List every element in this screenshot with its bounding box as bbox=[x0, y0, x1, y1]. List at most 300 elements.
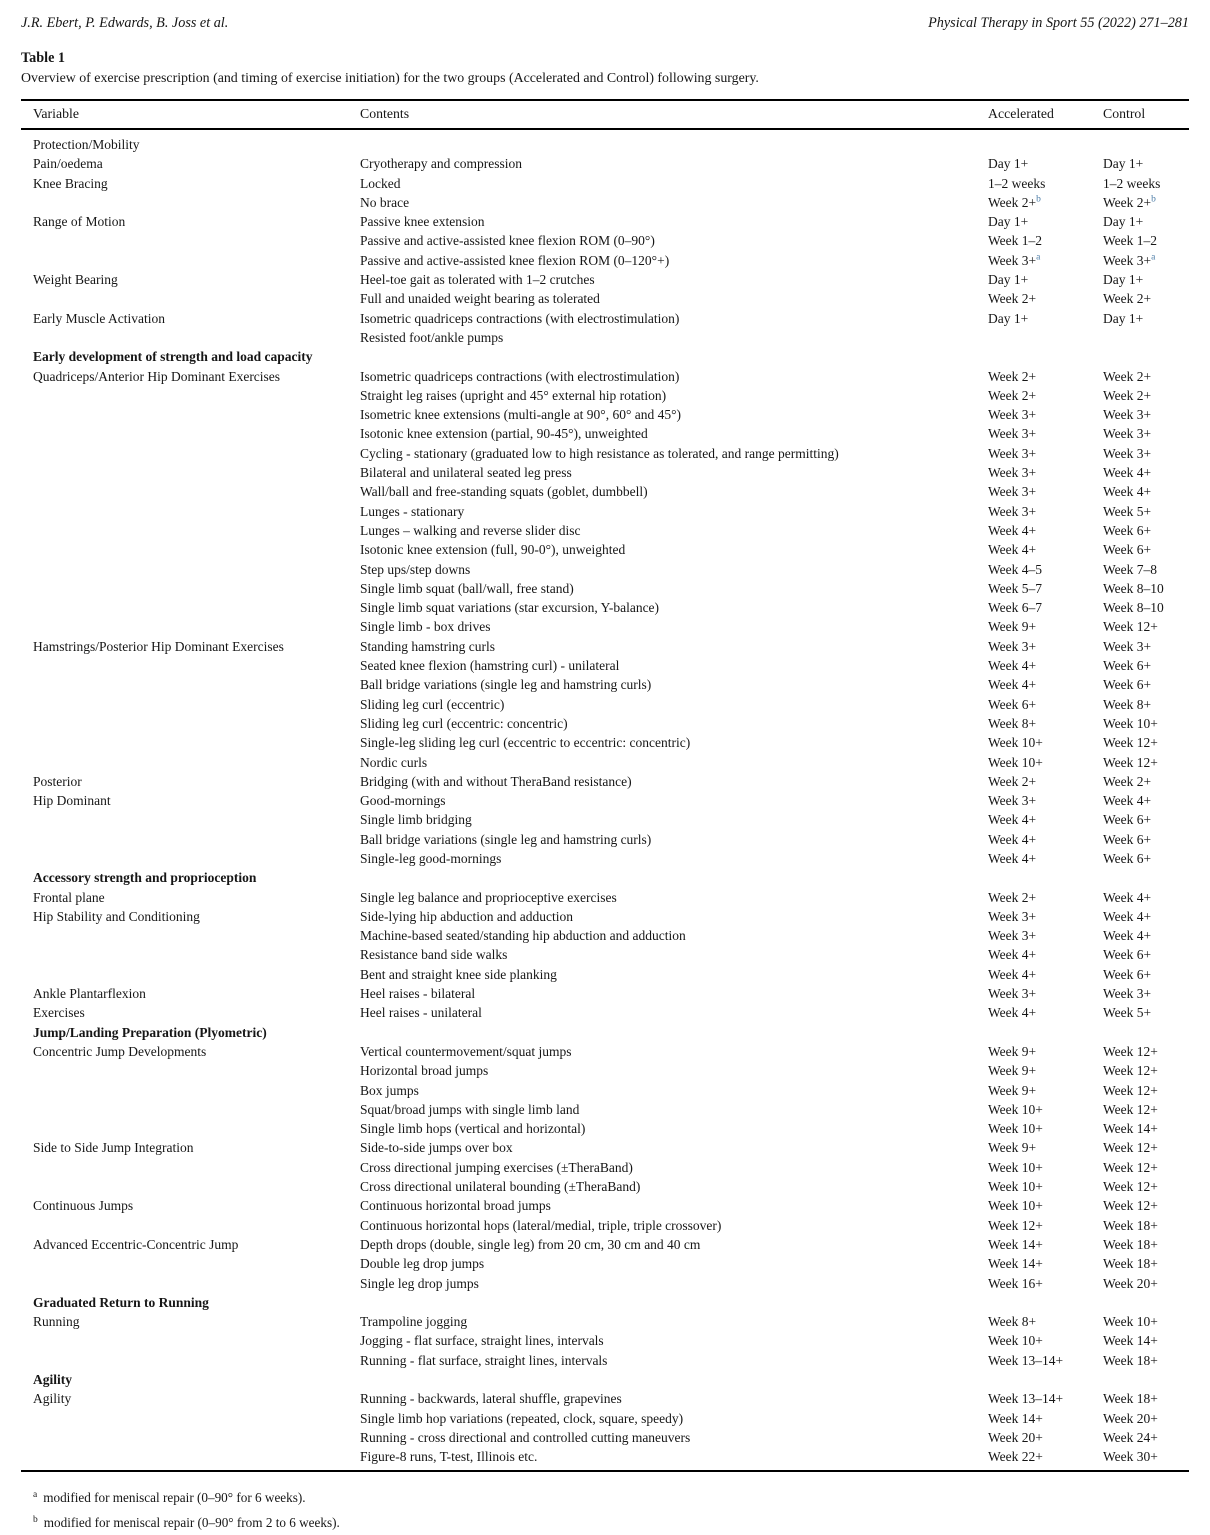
variable-cell bbox=[21, 733, 348, 752]
table-row bbox=[21, 1042, 1189, 1061]
accelerated-cell: Week 2+ bbox=[988, 387, 1037, 403]
control-cell: Week 6+ bbox=[1103, 658, 1152, 674]
control-cell: Week 8–10 bbox=[1103, 600, 1164, 616]
table-body bbox=[21, 129, 1189, 1471]
accelerated-cell: Week 3+ bbox=[988, 793, 1037, 809]
table-row bbox=[21, 714, 1189, 733]
contents-cell: Horizontal broad jumps bbox=[360, 1063, 489, 1079]
contents-cell: Isometric knee extensions (multi-angle at 90°, 60° and 45°) bbox=[360, 407, 681, 423]
contents-cell: Double leg drop jumps bbox=[360, 1256, 485, 1272]
variable-cell: Side to Side Jump Integration bbox=[33, 1140, 194, 1156]
contents-cell: Running - cross directional and controlled cutting maneuvers bbox=[360, 1429, 691, 1445]
contents-cell: Heel-toe gait as tolerated with 1–2 crutches bbox=[360, 272, 595, 288]
variable-cell bbox=[21, 1177, 348, 1196]
variable-cell bbox=[21, 849, 348, 868]
variable-cell: Ankle Plantarflexion bbox=[33, 986, 146, 1002]
control-cell: Week 6+ bbox=[1103, 947, 1152, 963]
variable-cell bbox=[21, 521, 348, 540]
table-row bbox=[21, 1351, 1189, 1370]
col-header-control: Control bbox=[1091, 100, 1189, 129]
control-cell: Week 8+ bbox=[1103, 696, 1152, 712]
contents-cell: Locked bbox=[360, 175, 401, 191]
table-row bbox=[21, 733, 1189, 752]
contents-cell: Trampoline jogging bbox=[360, 1314, 468, 1330]
accelerated-cell: Week 4+ bbox=[988, 1005, 1037, 1021]
table-row bbox=[21, 907, 1189, 926]
variable-cell bbox=[21, 231, 348, 250]
footnote-ref-a: a bbox=[1151, 252, 1156, 263]
control-cell: Week 2+ bbox=[1103, 291, 1152, 307]
table-row bbox=[21, 309, 1189, 328]
accelerated-cell: Week 10+ bbox=[988, 1198, 1043, 1214]
control-cell: Week 12+ bbox=[1103, 1198, 1158, 1214]
variable-cell: Pain/oedema bbox=[33, 156, 103, 172]
control-cell: Week 6+ bbox=[1103, 677, 1152, 693]
table-row bbox=[21, 791, 1189, 810]
accelerated-cell: Week 3+ bbox=[988, 465, 1037, 481]
control-cell: Day 1+ bbox=[1103, 156, 1144, 172]
contents-cell: Passive knee extension bbox=[360, 214, 485, 230]
variable-cell: Hip Dominant bbox=[33, 793, 111, 809]
variable-cell bbox=[21, 656, 348, 675]
variable-cell: Knee Bracing bbox=[33, 175, 108, 191]
variable-cell bbox=[21, 945, 348, 964]
section-row bbox=[21, 129, 1189, 154]
control-cell: Week 18+ bbox=[1103, 1236, 1158, 1252]
table-row bbox=[21, 482, 1189, 501]
table-row bbox=[21, 675, 1189, 694]
control-cell: Week 6+ bbox=[1103, 831, 1152, 847]
variable-cell: Advanced Eccentric-Concentric Jump bbox=[33, 1236, 239, 1252]
contents-cell: Passive and active-assisted knee flexion ROM (0–120°+) bbox=[360, 252, 670, 268]
control-cell: Day 1+ bbox=[1103, 214, 1144, 230]
contents-cell: Cycling - stationary (graduated low to high resistance as tolerated, and range permitting) bbox=[360, 445, 839, 461]
table-row bbox=[21, 1254, 1189, 1273]
table-row bbox=[21, 560, 1189, 579]
table-label: Table 1 bbox=[21, 50, 66, 66]
variable-cell bbox=[21, 1331, 348, 1350]
accelerated-cell: 1–2 weeks bbox=[988, 175, 1046, 191]
table-row bbox=[21, 1389, 1189, 1408]
variable-cell bbox=[21, 926, 348, 945]
control-cell: Week 12+ bbox=[1103, 735, 1158, 751]
contents-cell: Single leg balance and proprioceptive exercises bbox=[360, 889, 617, 905]
variable-cell bbox=[21, 965, 348, 984]
control-cell: Week 1–2 bbox=[1103, 233, 1158, 249]
section-title-cell: Early development of strength and load capacity bbox=[33, 349, 313, 365]
accelerated-cell: Week 10+ bbox=[988, 1121, 1043, 1137]
contents-cell: Seated knee flexion (hamstring curl) - unilateral bbox=[360, 658, 620, 674]
accelerated-cell: Week 2+ bbox=[988, 291, 1037, 307]
contents-cell: Figure-8 runs, T-test, Illinois etc. bbox=[360, 1449, 538, 1465]
contents-cell: Continuous horizontal hops (lateral/medial, triple, triple crossover) bbox=[360, 1217, 722, 1233]
accelerated-cell: Week 2+ bbox=[988, 368, 1037, 384]
contents-cell: Bent and straight knee side planking bbox=[360, 966, 557, 982]
control-cell: Week 12+ bbox=[1103, 1101, 1158, 1117]
control-cell: Week 4+ bbox=[1103, 928, 1152, 944]
table-row bbox=[21, 830, 1189, 849]
variable-cell bbox=[21, 1081, 348, 1100]
accelerated-cell: Week 3+$^a$ bbox=[988, 252, 1041, 268]
contents-cell: Single-leg sliding leg curl (eccentric to eccentric: concentric) bbox=[360, 735, 691, 751]
col-header-contents: Contents bbox=[348, 100, 976, 129]
contents-cell: Resisted foot/ankle pumps bbox=[360, 329, 504, 345]
contents-cell: Lunges – walking and reverse slider disc bbox=[360, 522, 581, 538]
control-cell: 1–2 weeks bbox=[1103, 175, 1161, 191]
accelerated-cell: Week 4+ bbox=[988, 966, 1037, 982]
table-row bbox=[21, 1119, 1189, 1138]
variable-cell bbox=[21, 463, 348, 482]
table-row bbox=[21, 212, 1189, 231]
contents-cell: Bilateral and unilateral seated leg press bbox=[360, 465, 572, 481]
contents-cell: Nordic curls bbox=[360, 754, 428, 770]
table-row bbox=[21, 1138, 1189, 1157]
variable-cell: Running bbox=[33, 1314, 80, 1330]
table-row bbox=[21, 579, 1189, 598]
table-row bbox=[21, 1235, 1189, 1254]
variable-cell bbox=[21, 1409, 348, 1428]
contents-cell: Cross directional unilateral bounding (±TheraBand) bbox=[360, 1179, 641, 1195]
footnotes bbox=[21, 1485, 1189, 1535]
accelerated-cell: Week 10+ bbox=[988, 1101, 1043, 1117]
table-caption: Overview of exercise prescription (and timing of exercise initiation) for the two groups (Accelerated and Control) following surgery. bbox=[21, 71, 759, 86]
table-row bbox=[21, 772, 1189, 791]
contents-cell: Side-to-side jumps over box bbox=[360, 1140, 513, 1156]
accelerated-cell: Week 10+ bbox=[988, 1159, 1043, 1175]
accelerated-cell: Week 4–5 bbox=[988, 561, 1043, 577]
variable-cell bbox=[21, 617, 348, 636]
table-row bbox=[21, 463, 1189, 482]
accelerated-cell: Week 1–2 bbox=[988, 233, 1043, 249]
variable-cell bbox=[21, 1100, 348, 1119]
accelerated-cell: Week 3+ bbox=[988, 986, 1037, 1002]
running-head bbox=[21, 15, 1189, 32]
contents-cell: Isometric quadriceps contractions (with electrostimulation) bbox=[360, 368, 680, 384]
section-title-cell: Protection/Mobility bbox=[33, 137, 140, 152]
table-row bbox=[21, 328, 1189, 347]
control-cell: Week 5+ bbox=[1103, 1005, 1152, 1021]
variable-cell bbox=[21, 502, 348, 521]
table-row bbox=[21, 849, 1189, 868]
contents-cell: Heel raises - unilateral bbox=[360, 1005, 482, 1021]
footnote-b-marker: b bbox=[33, 1515, 38, 1526]
section-row bbox=[21, 868, 1189, 887]
variable-cell bbox=[21, 424, 348, 443]
contents-cell: Full and unaided weight bearing as tolerated bbox=[360, 291, 600, 307]
table-row bbox=[21, 695, 1189, 714]
accelerated-cell: Week 4+ bbox=[988, 812, 1037, 828]
table-row bbox=[21, 386, 1189, 405]
accelerated-cell: Week 16+ bbox=[988, 1275, 1043, 1291]
variable-cell bbox=[21, 540, 348, 559]
section-title-cell: Graduated Return to Running bbox=[33, 1294, 209, 1310]
accelerated-cell: Week 20+ bbox=[988, 1429, 1043, 1445]
author-line: J.R. Ebert, P. Edwards, B. Joss et al. bbox=[21, 15, 229, 31]
contents-cell: Lunges - stationary bbox=[360, 503, 465, 519]
section-title-cell: Agility bbox=[33, 1372, 72, 1387]
table-row bbox=[21, 1216, 1189, 1235]
table-row bbox=[21, 656, 1189, 675]
control-cell: Week 30+ bbox=[1103, 1449, 1158, 1465]
col-header-variable: Variable bbox=[21, 100, 348, 129]
control-cell: Week 6+ bbox=[1103, 850, 1152, 866]
table-row bbox=[21, 926, 1189, 945]
variable-cell: Weight Bearing bbox=[33, 272, 118, 288]
variable-cell bbox=[21, 1119, 348, 1138]
control-cell: Day 1+ bbox=[1103, 272, 1144, 288]
accelerated-cell: Week 4+ bbox=[988, 850, 1037, 866]
table-row bbox=[21, 270, 1189, 289]
variable-cell: Continuous Jumps bbox=[33, 1198, 134, 1214]
accelerated-cell: Week 6+ bbox=[988, 696, 1037, 712]
variable-cell bbox=[21, 675, 348, 694]
control-cell: Week 2+ bbox=[1103, 773, 1152, 789]
section-row bbox=[21, 1023, 1189, 1042]
accelerated-cell: Week 4+ bbox=[988, 947, 1037, 963]
contents-cell: Ball bridge variations (single leg and hamstring curls) bbox=[360, 677, 652, 693]
accelerated-cell: Week 4+ bbox=[988, 658, 1037, 674]
table-header-row bbox=[21, 100, 1189, 129]
accelerated-cell: Week 8+ bbox=[988, 1314, 1037, 1330]
variable-cell bbox=[21, 1428, 348, 1447]
variable-cell bbox=[21, 714, 348, 733]
accelerated-cell: Week 9+ bbox=[988, 1082, 1037, 1098]
accelerated-cell: Week 5–7 bbox=[988, 580, 1043, 596]
table-row bbox=[21, 637, 1189, 656]
control-cell: Week 12+ bbox=[1103, 1082, 1158, 1098]
variable-cell bbox=[21, 328, 348, 347]
accelerated-cell: Week 10+ bbox=[988, 735, 1043, 751]
control-cell: Week 24+ bbox=[1103, 1429, 1158, 1445]
table-row bbox=[21, 945, 1189, 964]
contents-cell: Box jumps bbox=[360, 1082, 419, 1098]
control-cell: Day 1+ bbox=[1103, 310, 1144, 326]
variable-cell bbox=[21, 386, 348, 405]
accelerated-cell bbox=[976, 328, 1091, 347]
contents-cell: Wall/ball and free-standing squats (goblet, dumbbell) bbox=[360, 484, 648, 500]
table-row bbox=[21, 540, 1189, 559]
accelerated-cell: Week 10+ bbox=[988, 1179, 1043, 1195]
variable-cell bbox=[21, 1061, 348, 1080]
contents-cell: Squat/broad jumps with single limb land bbox=[360, 1101, 580, 1117]
table-row bbox=[21, 193, 1189, 212]
control-cell: Week 12+ bbox=[1103, 1063, 1158, 1079]
variable-cell bbox=[21, 598, 348, 617]
control-cell: Week 4+ bbox=[1103, 484, 1152, 500]
control-cell: Week 5+ bbox=[1103, 503, 1152, 519]
table-row bbox=[21, 521, 1189, 540]
variable-cell: Hip Stability and Conditioning bbox=[33, 908, 200, 924]
variable-cell: Quadriceps/Anterior Hip Dominant Exercises bbox=[33, 368, 281, 384]
table-row bbox=[21, 984, 1189, 1003]
table-row bbox=[21, 888, 1189, 907]
table-row bbox=[21, 444, 1189, 463]
table-row bbox=[21, 810, 1189, 829]
control-cell: Week 2+ bbox=[1103, 368, 1152, 384]
control-cell: Week 20+ bbox=[1103, 1410, 1158, 1426]
table-row bbox=[21, 367, 1189, 386]
control-cell: Week 3+ bbox=[1103, 426, 1152, 442]
table-row bbox=[21, 154, 1189, 173]
variable-cell bbox=[21, 1158, 348, 1177]
accelerated-cell: Week 22+ bbox=[988, 1449, 1043, 1465]
contents-cell: Single limb hops (vertical and horizontal) bbox=[360, 1121, 586, 1137]
table-row bbox=[21, 1177, 1189, 1196]
table-row bbox=[21, 424, 1189, 443]
control-cell: Week 3+ bbox=[1103, 407, 1152, 423]
table-row bbox=[21, 753, 1189, 772]
accelerated-cell: Week 3+ bbox=[988, 503, 1037, 519]
control-cell bbox=[1091, 328, 1189, 347]
footnote-b bbox=[33, 1510, 1189, 1535]
accelerated-cell: Week 9+ bbox=[988, 1063, 1037, 1079]
table-row bbox=[21, 1274, 1189, 1293]
variable-cell bbox=[21, 1351, 348, 1370]
variable-cell: Hamstrings/Posterior Hip Dominant Exercises bbox=[33, 638, 284, 654]
control-cell: Week 18+ bbox=[1103, 1217, 1158, 1233]
control-cell: Week 18+ bbox=[1103, 1256, 1158, 1272]
control-cell: Week 14+ bbox=[1103, 1333, 1158, 1349]
control-cell: Week 4+ bbox=[1103, 793, 1152, 809]
control-cell: Week 18+ bbox=[1103, 1352, 1158, 1368]
contents-cell: Good-mornings bbox=[360, 793, 446, 809]
control-cell: Week 4+ bbox=[1103, 465, 1152, 481]
variable-cell bbox=[21, 560, 348, 579]
control-cell: Week 12+ bbox=[1103, 1179, 1158, 1195]
control-cell: Week 2+$^b$ bbox=[1103, 194, 1156, 210]
variable-cell: Posterior bbox=[33, 773, 82, 789]
control-cell: Week 10+ bbox=[1103, 715, 1158, 731]
contents-cell: Isotonic knee extension (full, 90-0°), unweighted bbox=[360, 542, 626, 558]
exercise-prescription-table bbox=[21, 99, 1189, 1472]
variable-cell bbox=[21, 830, 348, 849]
journal-citation: Physical Therapy in Sport 55 (2022) 271–281 bbox=[928, 15, 1189, 31]
control-cell: Week 12+ bbox=[1103, 1159, 1158, 1175]
control-cell: Week 14+ bbox=[1103, 1121, 1158, 1137]
variable-cell bbox=[21, 193, 348, 212]
variable-cell bbox=[21, 251, 348, 270]
table-row bbox=[21, 617, 1189, 636]
contents-cell: Machine-based seated/standing hip abduction and adduction bbox=[360, 928, 686, 944]
table-row bbox=[21, 1100, 1189, 1119]
accelerated-cell: Week 9+ bbox=[988, 1140, 1037, 1156]
control-cell: Week 3+ bbox=[1103, 638, 1152, 654]
contents-cell: Bridging (with and without TheraBand resistance) bbox=[360, 773, 632, 789]
control-cell: Week 10+ bbox=[1103, 1314, 1158, 1330]
accelerated-cell: Week 3+ bbox=[988, 928, 1037, 944]
variable-cell: Early Muscle Activation bbox=[33, 310, 165, 326]
variable-cell bbox=[21, 1216, 348, 1235]
section-title-cell: Accessory strength and proprioception bbox=[33, 870, 257, 886]
accelerated-cell: Week 4+ bbox=[988, 677, 1037, 693]
control-cell: Week 4+ bbox=[1103, 889, 1152, 905]
control-cell: Week 20+ bbox=[1103, 1275, 1158, 1291]
variable-cell bbox=[21, 1254, 348, 1273]
footnote-ref-a: a bbox=[1036, 252, 1041, 263]
accelerated-cell: Week 13–14+ bbox=[988, 1391, 1064, 1407]
table-row bbox=[21, 1003, 1189, 1022]
footnote-ref-b: b bbox=[1036, 194, 1041, 205]
accelerated-cell: Week 14+ bbox=[988, 1410, 1043, 1426]
accelerated-cell: Day 1+ bbox=[988, 272, 1029, 288]
contents-cell: Single leg drop jumps bbox=[360, 1275, 479, 1291]
contents-cell: Single limb squat variations (star excursion, Y-balance) bbox=[360, 600, 660, 616]
contents-cell: Sliding leg curl (eccentric: concentric) bbox=[360, 715, 568, 731]
contents-cell: Straight leg raises (upright and 45° external hip rotation) bbox=[360, 387, 667, 403]
contents-cell: Side-lying hip abduction and adduction bbox=[360, 908, 573, 924]
accelerated-cell: Week 8+ bbox=[988, 715, 1037, 731]
contents-cell: Continuous horizontal broad jumps bbox=[360, 1198, 551, 1214]
contents-cell: Running - flat surface, straight lines, intervals bbox=[360, 1352, 608, 1368]
control-cell: Week 6+ bbox=[1103, 966, 1152, 982]
contents-cell: Single-leg good-mornings bbox=[360, 850, 502, 866]
variable-cell bbox=[21, 405, 348, 424]
table-row bbox=[21, 1196, 1189, 1215]
variable-cell: Frontal plane bbox=[33, 889, 105, 905]
table-row bbox=[21, 1312, 1189, 1331]
accelerated-cell: Week 10+ bbox=[988, 754, 1043, 770]
table-row bbox=[21, 598, 1189, 617]
section-row bbox=[21, 1370, 1189, 1389]
accelerated-cell: Day 1+ bbox=[988, 214, 1029, 230]
control-cell: Week 6+ bbox=[1103, 812, 1152, 828]
section-row bbox=[21, 347, 1189, 366]
contents-cell: Passive and active-assisted knee flexion ROM (0–90°) bbox=[360, 233, 655, 249]
contents-cell: Isometric quadriceps contractions (with electrostimulation) bbox=[360, 310, 680, 326]
accelerated-cell: Week 3+ bbox=[988, 908, 1037, 924]
accelerated-cell: Week 3+ bbox=[988, 638, 1037, 654]
control-cell: Week 2+ bbox=[1103, 387, 1152, 403]
control-cell: Week 12+ bbox=[1103, 1140, 1158, 1156]
footnote-a bbox=[33, 1485, 1189, 1510]
variable-cell bbox=[21, 579, 348, 598]
table-row bbox=[21, 174, 1189, 193]
accelerated-cell: Week 12+ bbox=[988, 1217, 1043, 1233]
variable-cell bbox=[21, 1274, 348, 1293]
footnote-a-text: modified for meniscal repair (0–90° for 6 weeks). bbox=[43, 1490, 306, 1506]
accelerated-cell: Week 6–7 bbox=[988, 600, 1043, 616]
footnote-ref-b: b bbox=[1151, 194, 1156, 205]
accelerated-cell: Week 3+ bbox=[988, 426, 1037, 442]
accelerated-cell: Week 10+ bbox=[988, 1333, 1043, 1349]
control-cell: Week 18+ bbox=[1103, 1391, 1158, 1407]
accelerated-cell: Week 4+ bbox=[988, 522, 1037, 538]
table-row bbox=[21, 1081, 1189, 1100]
control-cell: Week 6+ bbox=[1103, 522, 1152, 538]
contents-cell: Single limb squat (ball/wall, free stand) bbox=[360, 580, 574, 596]
accelerated-cell: Week 14+ bbox=[988, 1256, 1043, 1272]
table-row bbox=[21, 1158, 1189, 1177]
contents-cell: Depth drops (double, single leg) from 20 cm, 30 cm and 40 cm bbox=[360, 1236, 701, 1252]
control-cell: Week 12+ bbox=[1103, 619, 1158, 635]
accelerated-cell: Week 9+ bbox=[988, 619, 1037, 635]
variable-cell: Concentric Jump Developments bbox=[33, 1043, 207, 1059]
accelerated-cell: Week 4+ bbox=[988, 542, 1037, 558]
section-row bbox=[21, 1293, 1189, 1312]
variable-cell bbox=[21, 695, 348, 714]
table-row bbox=[21, 289, 1189, 308]
contents-cell: Step ups/step downs bbox=[360, 561, 471, 577]
accelerated-cell: Day 1+ bbox=[988, 310, 1029, 326]
contents-cell: Cryotherapy and compression bbox=[360, 156, 522, 172]
contents-cell: Ball bridge variations (single leg and hamstring curls) bbox=[360, 831, 652, 847]
accelerated-cell: Week 14+ bbox=[988, 1236, 1043, 1252]
control-cell: Week 12+ bbox=[1103, 1043, 1158, 1059]
variable-cell: Range of Motion bbox=[33, 214, 126, 230]
table-row bbox=[21, 251, 1189, 270]
table-row bbox=[21, 405, 1189, 424]
variable-cell bbox=[21, 444, 348, 463]
